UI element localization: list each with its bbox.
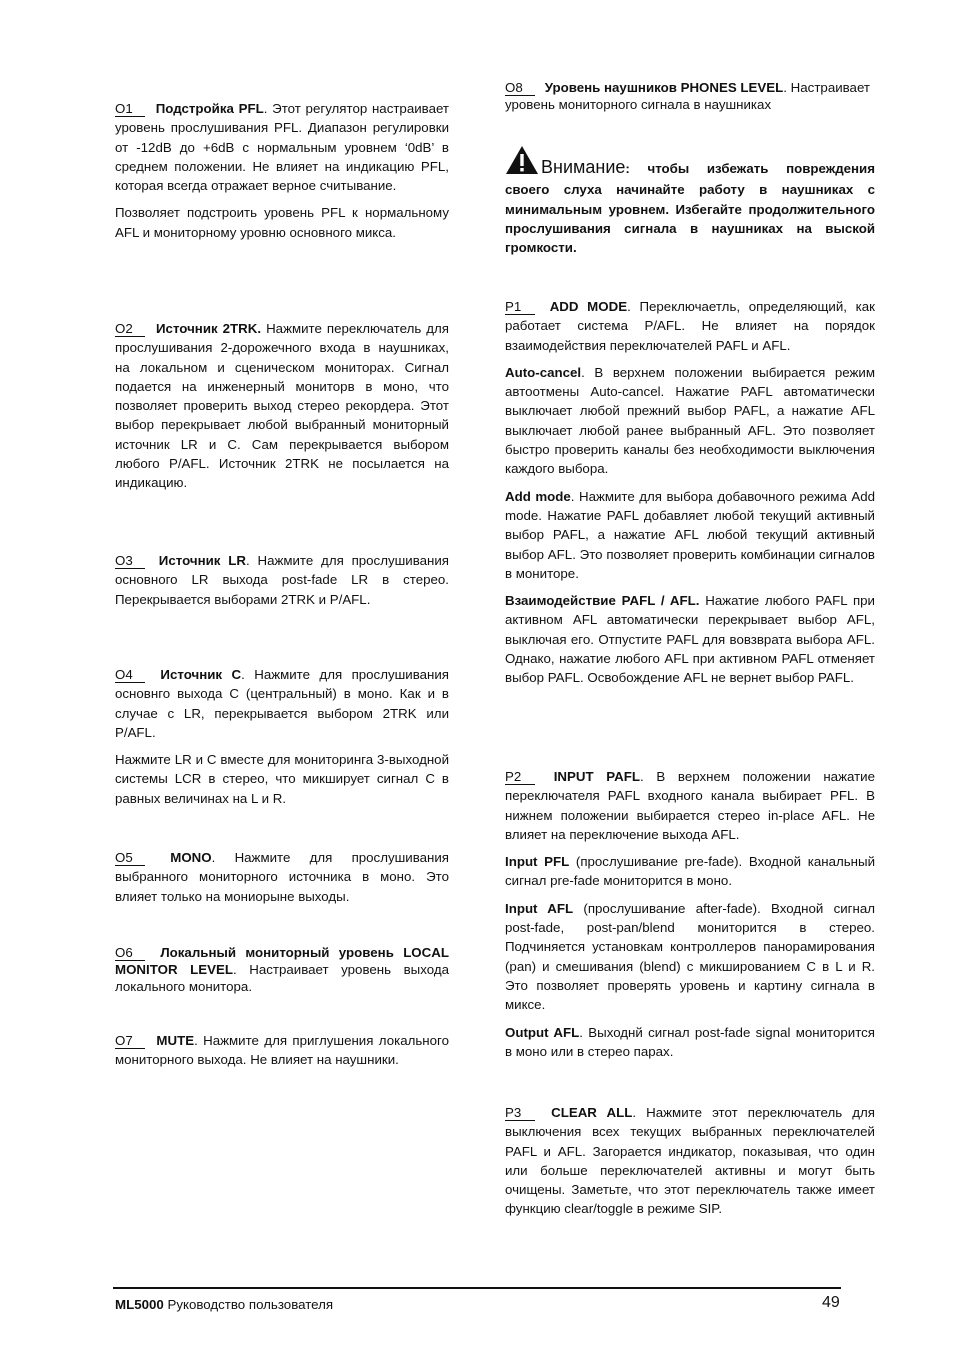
para-text: . Нажмите для выбора добавочного режима Add mode. Нажатие PAFL добавляет любой текущий активный выбор PAFL, а нажатие AFL любой текущий активный выбор AFL. Это позволяет проверить комбинации сигналов в мониторе. — [505, 488, 875, 581]
section-code: O2 — [115, 321, 145, 337]
para-title: Output AFL — [505, 1024, 580, 1040]
section-title: Источник C — [160, 667, 242, 682]
section-p1 — [505, 297, 875, 696]
section-code: O5 — [115, 850, 145, 866]
section-o2-text — [115, 319, 449, 493]
section-title: MUTE — [156, 1033, 195, 1048]
para-text: Нажатие любого PAFL при активном AFL автоматически перекрывает выбор AFL, выключая его. Отпустите PAFL для вовзврата выбора AFL. Однако, нажатие любого AFL при активном PAFL отменяет выбор PAFL. Освобождение AFL не вернет выбор PAFL. — [505, 593, 875, 686]
section-o2 — [115, 319, 449, 501]
section-o6-text — [115, 944, 449, 995]
section-title: Источник LR — [158, 553, 246, 568]
para-title: Взаимодействие PAFL / AFL. — [505, 593, 700, 609]
section-lead: . Этот регулятор настраивает уровень прослушивания PFL. Диапазон регулировки от -12dB до +6dB с нормальным уровнем ‘0dB’ в среднем положении. Не влияет на индикацию PFL, которая всегда отражает верное считывание. — [115, 101, 450, 194]
footer-model: ML5000 — [115, 1297, 164, 1312]
section-o4-text — [115, 665, 449, 742]
section-code: O7 — [115, 1033, 145, 1049]
section-lead: . Нажмите для прослушивания основного LR выхода post-fade LR в стерео. Перекрывается выборами 2TRK и P/AFL. — [115, 553, 449, 607]
footer-title — [115, 1297, 333, 1312]
section-code: O6 — [115, 945, 145, 961]
section-o7-text — [115, 1031, 449, 1070]
section-lead: . Настраивает уровень выхода локального монитора. — [115, 962, 449, 994]
section-o6 — [115, 944, 449, 1003]
add-mode-para — [505, 487, 875, 583]
footer-rule — [113, 1287, 841, 1289]
section-code: P1 — [505, 299, 535, 315]
section-title: INPUT PAFL — [553, 769, 640, 784]
section-lead: . Переключаетль, определяющий, как работает система P/AFL. Не влияет на порядок взаимодействия переключателей PAFL и AFL. — [505, 299, 875, 353]
section-code: O1 — [115, 101, 145, 117]
section-lead: . В верхнем положении нажатие переключателя PAFL входного канала выбирает PFL. В нижнем положении выбирается стерео in-place AFL. Не влияет на переключение выхода AFL. — [505, 769, 875, 842]
warning-message: : чтобы избежать повреждения своего слуха начинайте работу в наушниках с минимальным уровнем. Избегайте продолжительного прослушивания сигнала в наушниках на выской громкости. — [505, 161, 875, 256]
section-extra: Нажмите LR и C вместе для мониторинга 3-выходной системы LCR в стерео, что микширует сигнал C в равных величинах на L и R. — [115, 752, 449, 806]
section-o1-text — [115, 99, 449, 195]
section-o7 — [115, 1031, 449, 1078]
warning-icon — [505, 145, 539, 180]
section-o3 — [115, 551, 449, 617]
section-lead: . Нажмите для прослушивания основнго выхода C (центральный) в моно. Как и в случае с LR, перекрывается выбором 2TRK или P/AFL. — [115, 667, 449, 740]
input-afl-para — [505, 899, 875, 1015]
section-o3-text — [115, 551, 449, 609]
section-title: MONO — [170, 850, 212, 865]
para-text: . Выходнй сигнал post-fade signal мониторится в моно или в стерео парах. — [505, 1024, 875, 1059]
section-code: P3 — [505, 1105, 535, 1121]
input-pfl-para — [505, 852, 875, 891]
section-p2-text — [505, 767, 875, 844]
section-title: CLEAR ALL — [551, 1105, 633, 1120]
para-title: Input PFL — [505, 854, 570, 870]
section-title: Источник 2TRK. — [156, 321, 262, 336]
section-code: P2 — [505, 769, 535, 785]
section-code: O8 — [505, 80, 535, 96]
section-lead: . Нажмите для приглушения локального мониторного выхода. Не влияет на наушники. — [115, 1033, 449, 1068]
section-lead: Нажмите переключатель для прослушивания 2-дорожечного входа в наушниках, на локальном и сценическом мониторах. Сигнал подается на инженерный мониторв в моно, что позволяет проверить выход стерео рекордера. Этот выбор перекрывает любой выбранный мониторный источник LR и C. Сам перекрывается выбором любого P/AFL. Источник 2TRK не посылается на индикацию. — [115, 321, 449, 491]
warning-word: Внимание — [541, 157, 626, 177]
section-code: O4 — [115, 667, 145, 683]
section-title: Подстройка PFL — [155, 101, 264, 116]
section-p3-text — [505, 1103, 875, 1219]
section-extra: Позволяет подстроить уровень PFL к нормальному AFL и мониторному уровню основного микса. — [115, 205, 449, 240]
para-title: Input AFL — [505, 900, 574, 916]
para-text: . В верхнем положении выбирается режим автоотмены Auto-cancel. Нажатие PAFL автоматически выключает любой прежний выбор PAFL, а нажатие AFL выключает любой ранее выбранный AFL. Это позволяет быстро проверить каналы без необходимости выключения каждого выбора. — [505, 364, 875, 477]
para-text: (прослушивание after-fade). Входной сигнал post-fade, post-pan/blend мониторится в стерео. Подчиняется установкам контроллеров панорамирования (pan) и смешивания (blend) с микшированием C в L и R. Это позволяет проверять уровень и картину сигнала в миксе. — [505, 900, 875, 1013]
section-title: ADD MODE — [549, 299, 628, 314]
section-o8 — [505, 79, 875, 121]
section-o5 — [115, 848, 449, 914]
section-o5-text — [115, 848, 449, 906]
footer-manual: Руководство пользователя — [163, 1297, 334, 1312]
para-text: (прослушивание pre-fade). Входной канальный сигнал pre-fade мониторится в моно. — [505, 854, 875, 889]
section-p2 — [505, 767, 875, 1069]
section-p1-text — [505, 297, 875, 355]
warning-block — [505, 145, 875, 265]
section-o1 — [115, 99, 449, 250]
para-title: Auto-cancel — [505, 364, 582, 380]
interaction-para — [505, 591, 875, 687]
warning-text — [505, 145, 875, 257]
output-afl-para — [505, 1023, 875, 1062]
page-number: 49 — [822, 1294, 840, 1311]
section-title: Уровень наушников PHONES LEVEL — [544, 80, 784, 95]
para-title: Add mode — [505, 488, 571, 504]
section-title: Локальный мониторный уровень LOCAL MONITOR LEVEL — [115, 945, 449, 977]
section-lead: . Нажмите этот переключатель для выключения всех текущих выбранных переключателей PAFL и AFL. Загорается индикатор, показывая, что один или больше переключателей активны и могут быть очищены. Заметьте, что этот переключатель также имеет функцию clear/toggle в режиме SIP. — [505, 1105, 876, 1217]
section-p3 — [505, 1103, 875, 1227]
auto-cancel-para — [505, 363, 875, 479]
section-o4 — [115, 665, 449, 816]
section-lead: . Настраивает уровень мониторного сигнала в наушниках — [505, 80, 870, 112]
section-code: O3 — [115, 553, 145, 569]
section-o8-text — [505, 79, 875, 113]
section-lead: . Нажмите для прослушивания выбранного мониторного источника в моно. Это влияет только на мониорыне выходы. — [115, 850, 449, 904]
